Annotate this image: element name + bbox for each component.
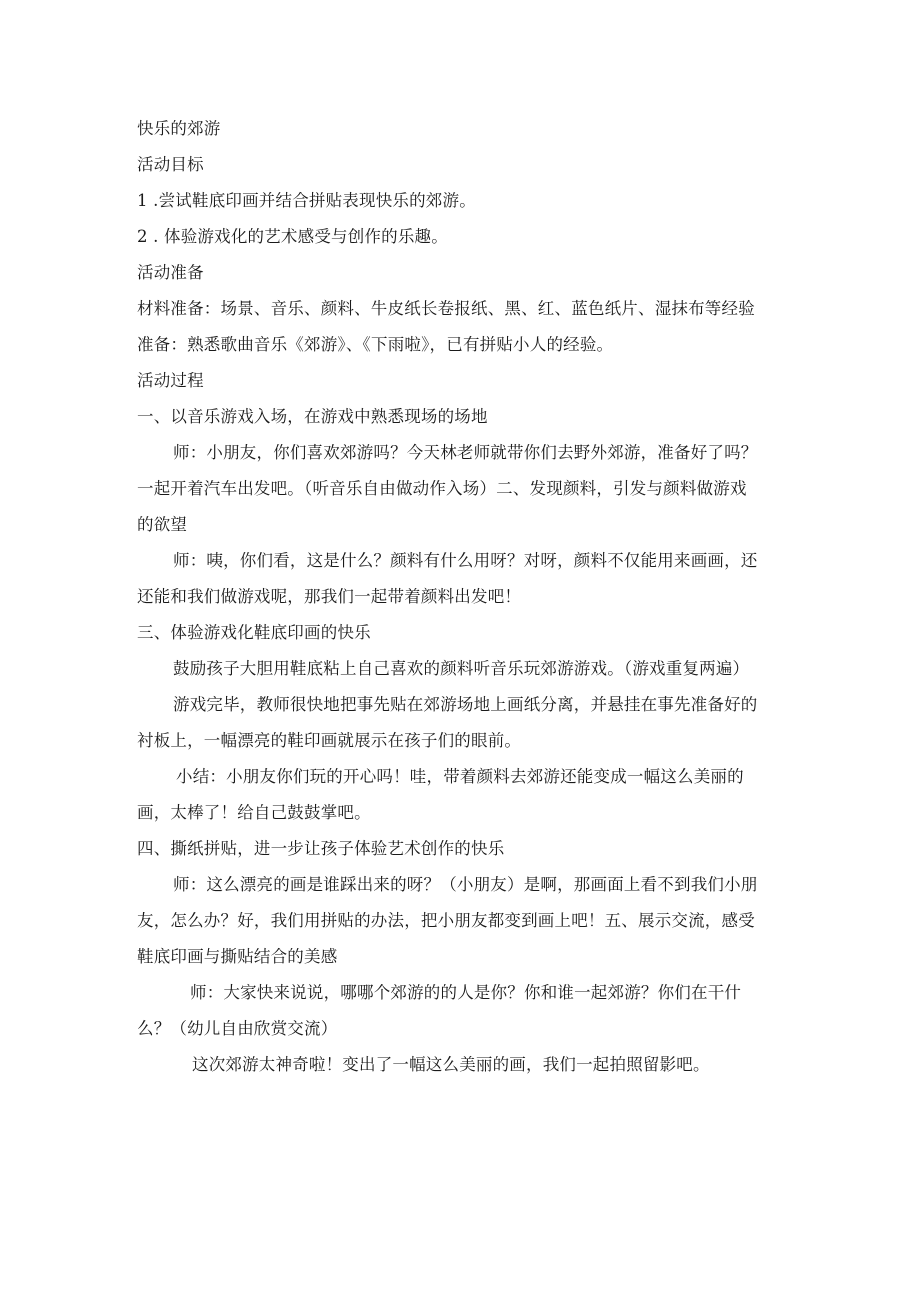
- paragraph-4-line-1: 游戏完毕，教师很快地把事先贴在郊游场地上画纸分离，并悬挂在事先准备好的: [173, 695, 758, 714]
- document-title: 快乐的郊游: [137, 119, 221, 138]
- paragraph-7-line-1: 师：大家快来说说，哪哪个郊游的的人是你？你和谁一起郊游？你们在干什: [190, 983, 742, 1002]
- paragraph-8-line-1: 这次郊游太神奇啦！变出了一幅这么美丽的画，我们一起拍照留影吧。: [192, 1055, 710, 1074]
- prep-line-2: 准备：熟悉歌曲音乐《郊游》、《下雨啦》，已有拼贴小人的经验。: [137, 335, 614, 354]
- paragraph-1-line-2: 一起开着汽车出发吧。（听音乐自由做动作入场）二、发现颜料，引发与颜料做游戏: [137, 479, 747, 498]
- heading-prep: 活动准备: [137, 263, 204, 282]
- paragraph-1-line-1: 师：小朋友，你们喜欢郊游吗？今天林老师就带你们去野外郊游，准备好了吗？: [173, 443, 758, 462]
- paragraph-6-line-2: 友，怎么办？好，我们用拼贴的办法，把小朋友都变到画上吧！五、展示交流，感受: [137, 911, 755, 930]
- goal-item-2: 2 . 体验游戏化的艺术感受与创作的乐趣。: [137, 227, 448, 246]
- paragraph-1-line-3: 的欲望: [137, 515, 188, 534]
- paragraph-2-line-1: 师：咦，你们看，这是什么？颜料有什么用呀？对呀，颜料不仅能用来画画，还: [173, 551, 758, 570]
- step-4-heading: 四、撕纸拼贴，进一步让孩子体验艺术创作的快乐: [137, 839, 505, 858]
- paragraph-5-line-1: 小结：小朋友你们玩的开心吗！哇，带着颜料去郊游还能变成一幅这么美丽的: [176, 767, 744, 786]
- heading-goals: 活动目标: [137, 155, 204, 174]
- paragraph-2-line-2: 还能和我们做游戏呢，那我们一起带着颜料出发吧！: [137, 587, 522, 606]
- prep-line-1: 材料准备：场景、音乐、颜料、牛皮纸长卷报纸、黑、红、蓝色纸片、湿抹布等经验: [137, 299, 755, 318]
- paragraph-6-line-3: 鞋底印画与撕贴结合的美感: [137, 947, 338, 966]
- step-1-heading: 一、以音乐游戏入场，在游戏中熟悉现场的场地: [137, 407, 488, 426]
- step-3-heading: 三、体验游戏化鞋底印画的快乐: [137, 623, 371, 642]
- goal-item-1: 1 .尝试鞋底印画并结合拼贴表现快乐的郊游。: [137, 191, 476, 210]
- heading-process: 活动过程: [137, 371, 204, 390]
- paragraph-5-line-2: 画，太棒了！给自己鼓鼓掌吧。: [137, 803, 371, 822]
- paragraph-6-line-1: 师：这么漂亮的画是谁踩出来的呀？（小朋友）是啊，那画面上看不到我们小朋: [173, 875, 758, 894]
- paragraph-3-line-1: 鼓励孩子大胆用鞋底粘上自己喜欢的颜料听音乐玩郊游游戏。（游戏重复两遍）: [173, 659, 750, 678]
- paragraph-7-line-2: 么？（幼儿自由欣赏交流）: [137, 1019, 338, 1038]
- paragraph-4-line-2: 衬板上，一幅漂亮的鞋印画就展示在孩子们的眼前。: [137, 731, 522, 750]
